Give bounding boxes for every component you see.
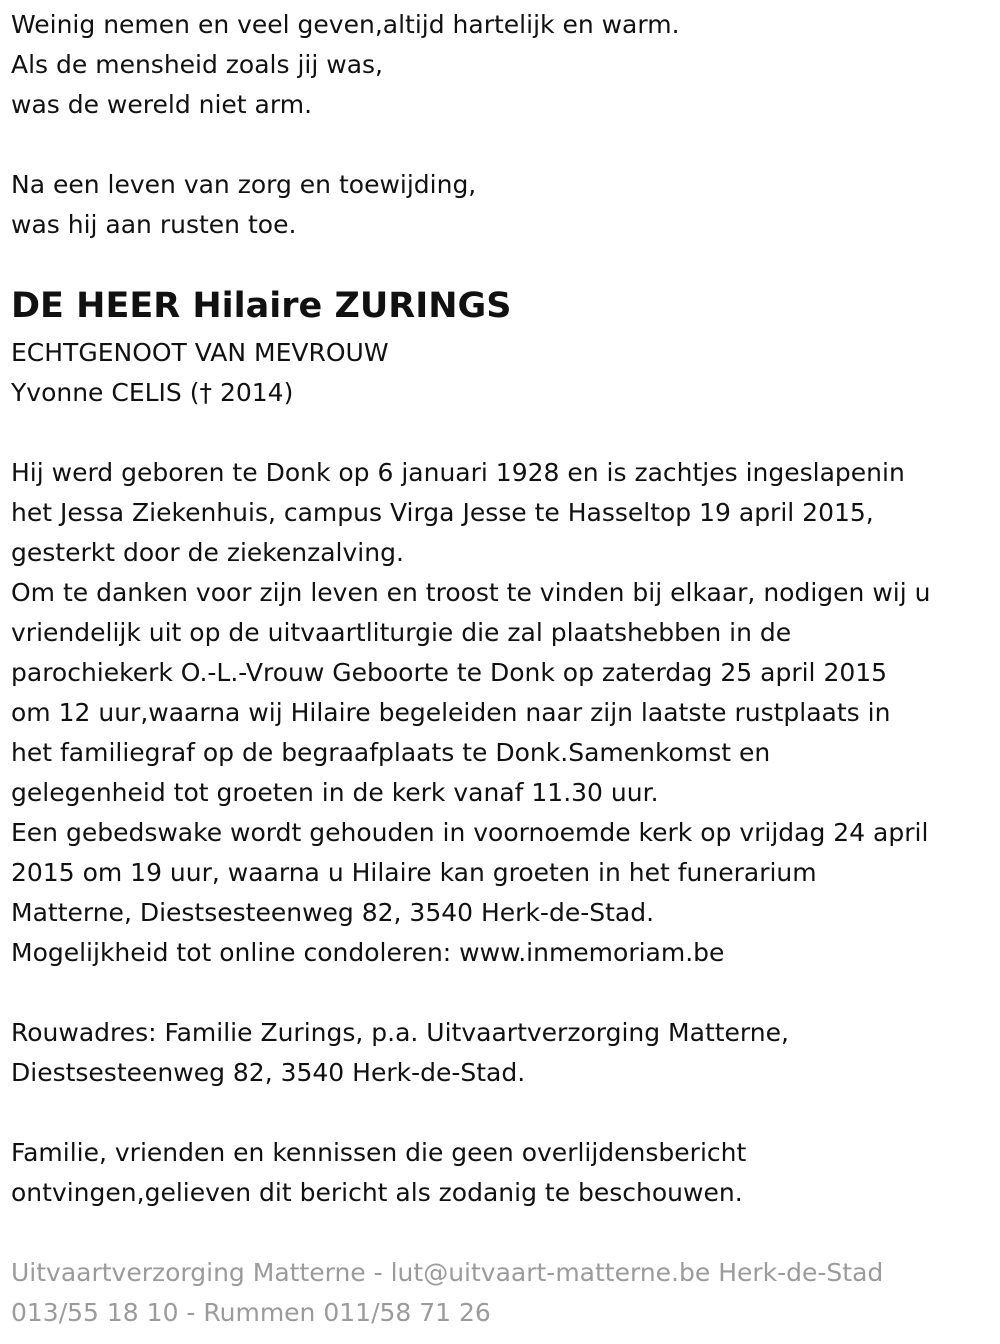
poem-line: Na een leven van zorg en toewijding, <box>11 170 477 199</box>
announcement-line: Een gebedswake wordt gehouden in voornoemde kerk op vrijdag 24 april <box>11 818 929 847</box>
address-line: Rouwadres: Familie Zurings, p.a. Uitvaartverzorging Matterne, <box>11 1018 789 1047</box>
announcement-line: gesterkt door de ziekenzalving. <box>11 538 404 567</box>
announcement-line: Hij werd geboren te Donk op 6 januari 1928 en is zachtjes ingeslapenin <box>11 458 905 487</box>
announcement-line: gelegenheid tot groeten in de kerk vanaf 11.30 uur. <box>11 778 659 807</box>
announcement-line: Om te danken voor zijn leven en troost te vinden bij elkaar, nodigen wij u <box>11 578 931 607</box>
mourning-address <box>11 1013 789 1093</box>
announcement-line: Matterne, Diestsesteenweg 82, 3540 Herk-de-Stad. <box>11 898 655 927</box>
announcement-line: 2015 om 19 uur, waarna u Hilaire kan groeten in het funerarium <box>11 858 817 887</box>
announcement-text <box>11 453 930 973</box>
poem-stanza-1 <box>11 5 680 125</box>
poem-line: was hij aan rusten toe. <box>11 210 297 239</box>
spouse-title: ECHTGENOOT VAN MEVROUW <box>11 338 389 367</box>
poem-stanza-2 <box>11 165 476 245</box>
notice-line: ontvingen,gelieven dit bericht als zodanig te beschouwen. <box>11 1178 743 1207</box>
notice-line: Familie, vrienden en kennissen die geen overlijdensbericht <box>11 1138 747 1167</box>
poem-line: was de wereld niet arm. <box>11 90 313 119</box>
funeral-home-footer <box>11 1253 883 1333</box>
deceased-name: DE HEER Hilaire ZURINGS <box>11 286 512 326</box>
announcement-line: vriendelijk uit op de uitvaartliturgie die zal plaatshebben in de <box>11 618 792 647</box>
footer-line: 013/55 18 10 - Rummen 011/58 71 26 <box>11 1298 491 1327</box>
poem-line: Weinig nemen en veel geven,altijd hartelijk en warm. <box>11 10 680 39</box>
announcement-line: parochiekerk O.-L.-Vrouw Geboorte te Donk op zaterdag 25 april 2015 <box>11 658 888 687</box>
announcement-line: het familiegraf op de begraafplaats te Donk.Samenkomst en <box>11 738 771 767</box>
spouse-info <box>11 333 389 413</box>
announcement-line: om 12 uur,waarna wij Hilaire begeleiden naar zijn laatste rustplaats in <box>11 698 891 727</box>
poem-line: Als de mensheid zoals jij was, <box>11 50 383 79</box>
spouse-name: Yvonne CELIS († 2014) <box>11 378 294 407</box>
footer-line: Uitvaartverzorging Matterne - lut@uitvaart-matterne.be Herk-de-Stad <box>11 1258 884 1287</box>
address-line: Diestsesteenweg 82, 3540 Herk-de-Stad. <box>11 1058 526 1087</box>
announcement-line: Mogelijkheid tot online condoleren: www.inmemoriam.be <box>11 938 725 967</box>
announcement-line: het Jessa Ziekenhuis, campus Virga Jesse te Hasseltop 19 april 2015, <box>11 498 874 527</box>
notice-text <box>11 1133 746 1213</box>
